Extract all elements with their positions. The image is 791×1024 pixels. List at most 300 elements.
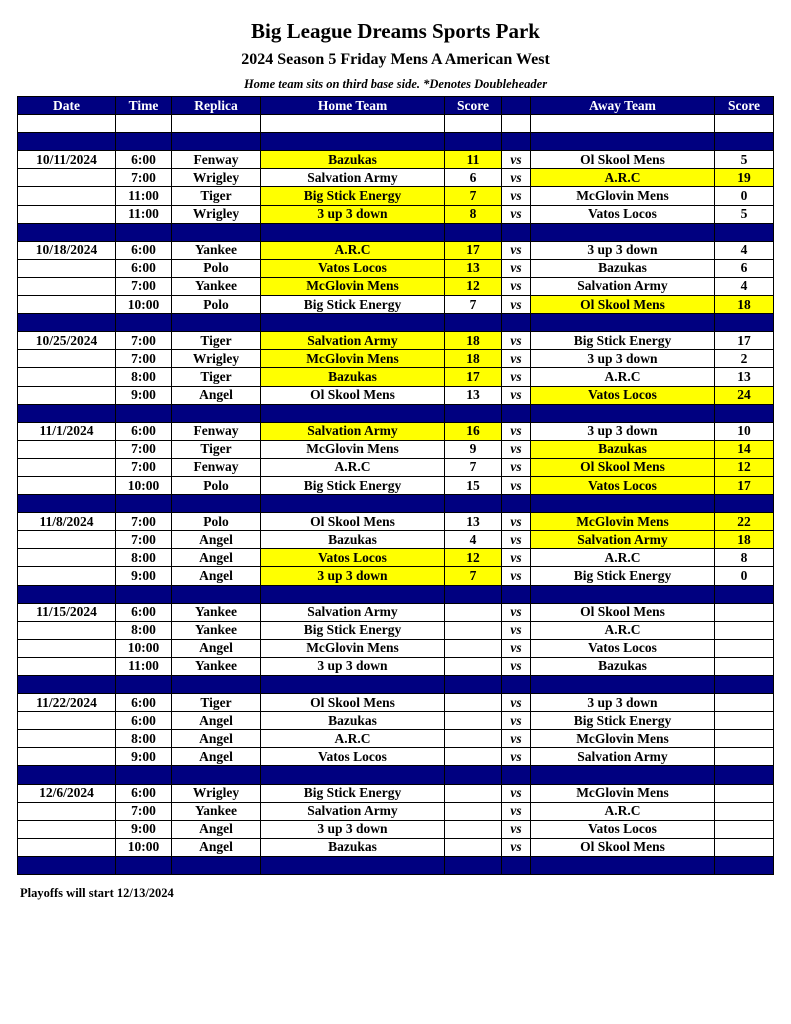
home-team-cell: Big Stick Energy <box>261 476 445 494</box>
away-team-cell: Vatos Locos <box>531 639 715 657</box>
time-cell: 10:00 <box>116 639 172 657</box>
time-cell: 9:00 <box>116 748 172 766</box>
time-cell: 7:00 <box>116 458 172 476</box>
vs-cell: vs <box>502 169 531 187</box>
home-score-cell: 17 <box>445 241 502 259</box>
home-score-cell <box>445 621 502 639</box>
vs-cell: vs <box>502 296 531 314</box>
table-row <box>18 151 774 169</box>
time-cell: 7:00 <box>116 332 172 350</box>
home-score-cell <box>445 802 502 820</box>
home-score-cell: 4 <box>445 531 502 549</box>
date-cell: 12/6/2024 <box>18 784 116 802</box>
week-separator-row-cell <box>715 856 774 874</box>
home-score-cell: 11 <box>445 151 502 169</box>
home-score-cell: 15 <box>445 476 502 494</box>
week-separator-row-cell <box>172 585 261 603</box>
week-separator-row-cell <box>445 314 502 332</box>
column-header-time: Time <box>116 97 172 115</box>
vs-cell: vs <box>502 205 531 223</box>
away-score-cell: 5 <box>715 205 774 223</box>
replica-cell: Tiger <box>172 368 261 386</box>
home-score-cell: 7 <box>445 296 502 314</box>
week-separator-row <box>18 223 774 241</box>
replica-cell: Polo <box>172 296 261 314</box>
playoffs-footer: Playoffs will start 12/13/2024 <box>20 886 174 900</box>
week-separator-row-cell <box>18 495 116 513</box>
date-cell <box>18 205 116 223</box>
blank-row-cell <box>116 115 172 133</box>
away-team-cell: Salvation Army <box>531 748 715 766</box>
away-score-cell: 2 <box>715 350 774 368</box>
week-separator-row-cell <box>116 676 172 694</box>
date-cell <box>18 277 116 295</box>
table-row <box>18 458 774 476</box>
away-score-cell <box>715 784 774 802</box>
replica-cell: Wrigley <box>172 205 261 223</box>
column-header-away-score: Score <box>715 97 774 115</box>
away-score-cell: 12 <box>715 458 774 476</box>
vs-cell: vs <box>502 422 531 440</box>
away-score-cell: 4 <box>715 277 774 295</box>
week-separator-row-cell <box>172 314 261 332</box>
replica-cell: Yankee <box>172 657 261 675</box>
week-separator-row-cell <box>18 133 116 151</box>
replica-cell: Tiger <box>172 187 261 205</box>
replica-cell: Polo <box>172 259 261 277</box>
away-score-cell: 19 <box>715 169 774 187</box>
week-separator-row-cell <box>116 856 172 874</box>
away-score-cell <box>715 694 774 712</box>
week-separator-row-cell <box>116 766 172 784</box>
table-row <box>18 296 774 314</box>
away-score-cell: 14 <box>715 440 774 458</box>
date-cell <box>18 476 116 494</box>
time-cell: 6:00 <box>116 603 172 621</box>
blank-row-cell <box>18 115 116 133</box>
week-separator-row-cell <box>261 495 445 513</box>
home-score-cell <box>445 639 502 657</box>
home-score-cell: 13 <box>445 259 502 277</box>
week-separator-row-cell <box>261 766 445 784</box>
week-separator-row-cell <box>445 133 502 151</box>
column-header-vs <box>502 97 531 115</box>
home-team-cell: 3 up 3 down <box>261 820 445 838</box>
week-separator-row-cell <box>172 404 261 422</box>
time-cell: 9:00 <box>116 386 172 404</box>
away-team-cell: Ol Skool Mens <box>531 838 715 856</box>
away-team-cell: Vatos Locos <box>531 205 715 223</box>
home-score-cell: 17 <box>445 368 502 386</box>
date-cell: 10/25/2024 <box>18 332 116 350</box>
time-cell: 6:00 <box>116 151 172 169</box>
week-separator-row-cell <box>445 766 502 784</box>
week-separator-row-cell <box>445 223 502 241</box>
date-cell <box>18 730 116 748</box>
time-cell: 8:00 <box>116 368 172 386</box>
home-score-cell <box>445 712 502 730</box>
home-team-cell: Big Stick Energy <box>261 784 445 802</box>
home-score-cell <box>445 748 502 766</box>
table-row <box>18 657 774 675</box>
replica-cell: Angel <box>172 838 261 856</box>
home-team-cell: Bazukas <box>261 151 445 169</box>
replica-cell: Wrigley <box>172 350 261 368</box>
time-cell: 6:00 <box>116 422 172 440</box>
blank-row-cell <box>261 115 445 133</box>
week-separator-row-cell <box>531 585 715 603</box>
replica-cell: Yankee <box>172 621 261 639</box>
week-separator-row-cell <box>502 223 531 241</box>
away-score-cell: 10 <box>715 422 774 440</box>
home-team-cell: Ol Skool Mens <box>261 513 445 531</box>
home-score-cell: 16 <box>445 422 502 440</box>
week-separator-row-cell <box>531 856 715 874</box>
away-score-cell: 24 <box>715 386 774 404</box>
week-separator-row-cell <box>502 314 531 332</box>
home-team-cell: Bazukas <box>261 712 445 730</box>
away-score-cell: 6 <box>715 259 774 277</box>
table-row <box>18 277 774 295</box>
vs-cell: vs <box>502 712 531 730</box>
home-score-cell: 13 <box>445 386 502 404</box>
home-team-cell: Vatos Locos <box>261 748 445 766</box>
away-score-cell <box>715 603 774 621</box>
table-row <box>18 639 774 657</box>
home-score-cell: 7 <box>445 187 502 205</box>
blank-row-cell <box>715 115 774 133</box>
table-row <box>18 368 774 386</box>
home-team-cell: Bazukas <box>261 368 445 386</box>
away-team-cell: Big Stick Energy <box>531 712 715 730</box>
away-team-cell: McGlovin Mens <box>531 730 715 748</box>
date-cell <box>18 838 116 856</box>
table-row <box>18 513 774 531</box>
away-score-cell: 18 <box>715 531 774 549</box>
time-cell: 7:00 <box>116 440 172 458</box>
home-score-cell <box>445 730 502 748</box>
away-score-cell: 5 <box>715 151 774 169</box>
home-score-cell <box>445 820 502 838</box>
week-separator-row-cell <box>502 404 531 422</box>
table-row <box>18 820 774 838</box>
time-cell: 9:00 <box>116 820 172 838</box>
vs-cell: vs <box>502 368 531 386</box>
time-cell: 11:00 <box>116 657 172 675</box>
week-separator-row-cell <box>261 404 445 422</box>
replica-cell: Angel <box>172 748 261 766</box>
table-row <box>18 712 774 730</box>
week-separator-row-cell <box>18 314 116 332</box>
date-cell <box>18 802 116 820</box>
week-separator-row-cell <box>715 676 774 694</box>
week-separator-row-cell <box>261 133 445 151</box>
vs-cell: vs <box>502 151 531 169</box>
date-cell <box>18 259 116 277</box>
week-separator-row-cell <box>445 404 502 422</box>
date-cell <box>18 296 116 314</box>
home-score-cell <box>445 838 502 856</box>
table-header-row <box>18 97 774 115</box>
date-cell <box>18 549 116 567</box>
week-separator-row-cell <box>261 585 445 603</box>
away-score-cell <box>715 838 774 856</box>
date-cell <box>18 440 116 458</box>
away-score-cell: 17 <box>715 476 774 494</box>
week-separator-row-cell <box>261 676 445 694</box>
table-row <box>18 784 774 802</box>
date-cell: 11/1/2024 <box>18 422 116 440</box>
week-separator-row-cell <box>502 676 531 694</box>
vs-cell: vs <box>502 657 531 675</box>
week-separator-row-cell <box>445 676 502 694</box>
replica-cell: Yankee <box>172 277 261 295</box>
date-cell <box>18 350 116 368</box>
week-separator-row <box>18 314 774 332</box>
table-row <box>18 386 774 404</box>
vs-cell: vs <box>502 621 531 639</box>
date-cell <box>18 169 116 187</box>
away-team-cell: Ol Skool Mens <box>531 458 715 476</box>
replica-cell: Angel <box>172 712 261 730</box>
away-score-cell <box>715 639 774 657</box>
table-row <box>18 603 774 621</box>
away-score-cell <box>715 657 774 675</box>
replica-cell: Angel <box>172 730 261 748</box>
week-separator-row-cell <box>715 585 774 603</box>
away-team-cell: McGlovin Mens <box>531 513 715 531</box>
table-row <box>18 730 774 748</box>
home-team-cell: 3 up 3 down <box>261 567 445 585</box>
week-separator-row-cell <box>502 495 531 513</box>
vs-cell: vs <box>502 567 531 585</box>
time-cell: 7:00 <box>116 513 172 531</box>
date-cell <box>18 712 116 730</box>
time-cell: 7:00 <box>116 277 172 295</box>
table-row <box>18 169 774 187</box>
away-team-cell: A.R.C <box>531 549 715 567</box>
time-cell: 6:00 <box>116 712 172 730</box>
away-team-cell: Ol Skool Mens <box>531 151 715 169</box>
away-team-cell: Big Stick Energy <box>531 332 715 350</box>
home-team-cell: McGlovin Mens <box>261 277 445 295</box>
blank-row <box>18 115 774 133</box>
page-title: Big League Dreams Sports Park <box>251 19 540 43</box>
home-score-cell: 12 <box>445 277 502 295</box>
vs-cell: vs <box>502 603 531 621</box>
replica-cell: Yankee <box>172 802 261 820</box>
date-cell <box>18 639 116 657</box>
table-row <box>18 802 774 820</box>
week-separator-row <box>18 585 774 603</box>
home-team-cell: A.R.C <box>261 458 445 476</box>
replica-cell: Angel <box>172 549 261 567</box>
home-team-cell: Big Stick Energy <box>261 187 445 205</box>
week-separator-row-cell <box>172 133 261 151</box>
vs-cell: vs <box>502 440 531 458</box>
week-separator-row-cell <box>715 766 774 784</box>
home-score-cell: 7 <box>445 458 502 476</box>
time-cell: 10:00 <box>116 838 172 856</box>
week-separator-row-cell <box>18 585 116 603</box>
date-cell <box>18 458 116 476</box>
away-score-cell <box>715 820 774 838</box>
home-score-cell <box>445 694 502 712</box>
date-cell <box>18 187 116 205</box>
week-separator-row-cell <box>172 223 261 241</box>
time-cell: 7:00 <box>116 350 172 368</box>
away-score-cell: 8 <box>715 549 774 567</box>
table-row <box>18 476 774 494</box>
time-cell: 8:00 <box>116 730 172 748</box>
week-separator-row <box>18 676 774 694</box>
week-separator-row-cell <box>531 676 715 694</box>
home-team-cell: 3 up 3 down <box>261 657 445 675</box>
home-team-cell: Big Stick Energy <box>261 296 445 314</box>
week-separator-row-cell <box>715 133 774 151</box>
replica-cell: Fenway <box>172 151 261 169</box>
week-separator-row-cell <box>715 314 774 332</box>
week-separator-row-cell <box>502 133 531 151</box>
week-separator-row <box>18 856 774 874</box>
week-separator-row-cell <box>715 495 774 513</box>
home-score-cell: 8 <box>445 205 502 223</box>
time-cell: 6:00 <box>116 694 172 712</box>
home-score-cell: 6 <box>445 169 502 187</box>
replica-cell: Angel <box>172 639 261 657</box>
week-separator-row-cell <box>445 495 502 513</box>
home-score-cell <box>445 784 502 802</box>
away-team-cell: Bazukas <box>531 259 715 277</box>
time-cell: 10:00 <box>116 476 172 494</box>
week-separator-row-cell <box>531 495 715 513</box>
away-score-cell: 22 <box>715 513 774 531</box>
home-score-cell <box>445 657 502 675</box>
away-score-cell <box>715 621 774 639</box>
date-cell: 10/11/2024 <box>18 151 116 169</box>
table-row <box>18 549 774 567</box>
table-row <box>18 531 774 549</box>
week-separator-row-cell <box>502 585 531 603</box>
replica-cell: Tiger <box>172 332 261 350</box>
home-team-cell: A.R.C <box>261 241 445 259</box>
vs-cell: vs <box>502 187 531 205</box>
home-score-cell: 12 <box>445 549 502 567</box>
home-score-cell: 18 <box>445 332 502 350</box>
away-score-cell: 0 <box>715 567 774 585</box>
home-team-cell: A.R.C <box>261 730 445 748</box>
week-separator-row-cell <box>531 133 715 151</box>
away-score-cell: 4 <box>715 241 774 259</box>
away-team-cell: Bazukas <box>531 657 715 675</box>
page-note: Home team sits on third base side. *Denotes Doubleheader <box>243 77 548 91</box>
vs-cell: vs <box>502 838 531 856</box>
date-cell: 11/8/2024 <box>18 513 116 531</box>
replica-cell: Angel <box>172 531 261 549</box>
week-separator-row-cell <box>18 766 116 784</box>
away-score-cell: 0 <box>715 187 774 205</box>
replica-cell: Yankee <box>172 603 261 621</box>
vs-cell: vs <box>502 730 531 748</box>
week-separator-row <box>18 404 774 422</box>
away-team-cell: A.R.C <box>531 621 715 639</box>
home-team-cell: Vatos Locos <box>261 549 445 567</box>
table-row <box>18 187 774 205</box>
schedule-table <box>17 96 774 875</box>
away-team-cell: A.R.C <box>531 368 715 386</box>
away-team-cell: McGlovin Mens <box>531 187 715 205</box>
replica-cell: Yankee <box>172 241 261 259</box>
away-score-cell <box>715 802 774 820</box>
date-cell <box>18 621 116 639</box>
away-team-cell: Vatos Locos <box>531 386 715 404</box>
replica-cell: Angel <box>172 820 261 838</box>
week-separator-row-cell <box>116 495 172 513</box>
time-cell: 6:00 <box>116 241 172 259</box>
week-separator-row-cell <box>715 404 774 422</box>
vs-cell: vs <box>502 458 531 476</box>
home-team-cell: Salvation Army <box>261 169 445 187</box>
home-score-cell: 18 <box>445 350 502 368</box>
week-separator-row-cell <box>116 314 172 332</box>
date-cell <box>18 820 116 838</box>
vs-cell: vs <box>502 639 531 657</box>
table-row <box>18 694 774 712</box>
time-cell: 8:00 <box>116 549 172 567</box>
week-separator-row-cell <box>715 223 774 241</box>
time-cell: 6:00 <box>116 784 172 802</box>
time-cell: 9:00 <box>116 567 172 585</box>
home-team-cell: Bazukas <box>261 531 445 549</box>
week-separator-row-cell <box>116 133 172 151</box>
week-separator-row-cell <box>172 676 261 694</box>
vs-cell: vs <box>502 332 531 350</box>
week-separator-row-cell <box>261 314 445 332</box>
week-separator-row-cell <box>116 223 172 241</box>
home-team-cell: Salvation Army <box>261 422 445 440</box>
time-cell: 7:00 <box>116 169 172 187</box>
vs-cell: vs <box>502 277 531 295</box>
time-cell: 7:00 <box>116 802 172 820</box>
table-row <box>18 621 774 639</box>
time-cell: 6:00 <box>116 259 172 277</box>
home-team-cell: Big Stick Energy <box>261 621 445 639</box>
week-separator-row-cell <box>445 856 502 874</box>
away-score-cell: 17 <box>715 332 774 350</box>
home-score-cell: 7 <box>445 567 502 585</box>
week-separator-row <box>18 133 774 151</box>
home-team-cell: Vatos Locos <box>261 259 445 277</box>
week-separator-row-cell <box>172 766 261 784</box>
away-team-cell: 3 up 3 down <box>531 422 715 440</box>
date-cell <box>18 567 116 585</box>
home-team-cell: Salvation Army <box>261 332 445 350</box>
away-team-cell: Vatos Locos <box>531 476 715 494</box>
replica-cell: Wrigley <box>172 169 261 187</box>
table-row <box>18 440 774 458</box>
away-team-cell: Bazukas <box>531 440 715 458</box>
time-cell: 10:00 <box>116 296 172 314</box>
away-team-cell: Salvation Army <box>531 277 715 295</box>
week-separator-row-cell <box>18 676 116 694</box>
week-separator-row <box>18 495 774 513</box>
table-row <box>18 350 774 368</box>
away-team-cell: 3 up 3 down <box>531 694 715 712</box>
home-team-cell: Ol Skool Mens <box>261 386 445 404</box>
home-team-cell: Salvation Army <box>261 802 445 820</box>
vs-cell: vs <box>502 802 531 820</box>
vs-cell: vs <box>502 476 531 494</box>
